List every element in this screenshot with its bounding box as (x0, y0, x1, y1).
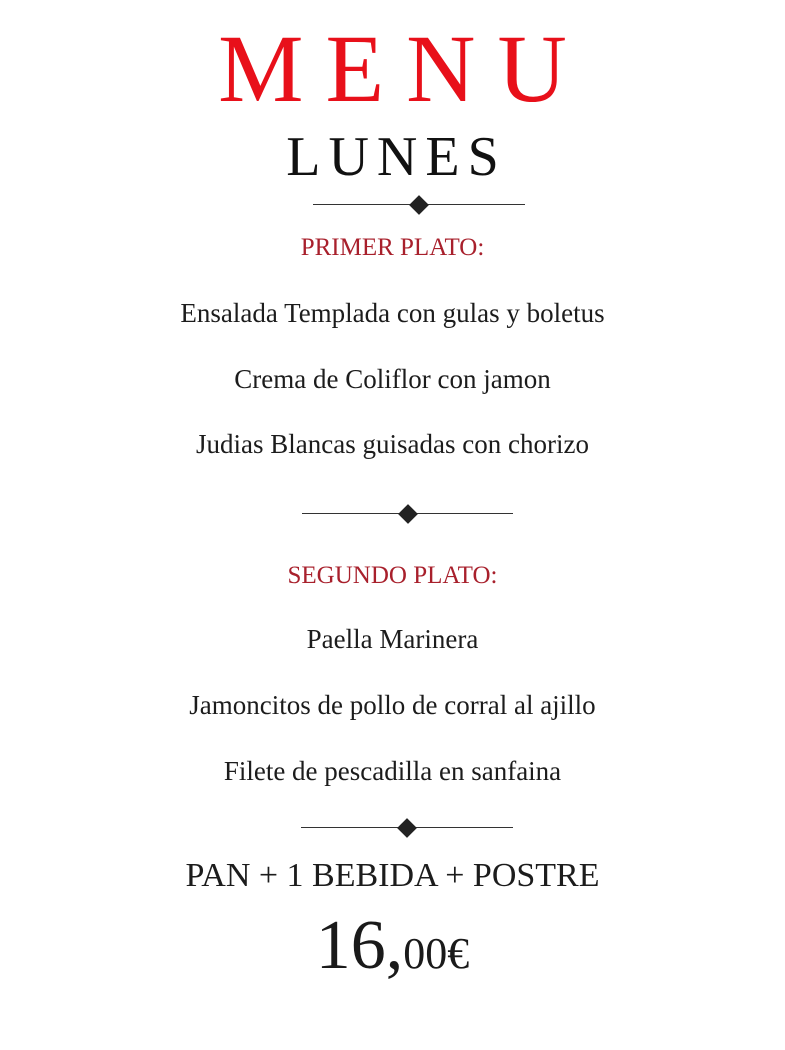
diamond-divider-icon (301, 818, 513, 838)
menu-item: Crema de Coliflor con jamon (234, 364, 551, 394)
menu-price (0, 906, 785, 1004)
menu-item: Filete de pescadilla en sanfaina (223, 756, 562, 786)
menu-includes: PAN + 1 BEBIDA + POSTRE (185, 857, 600, 894)
section-heading-primer-plato: PRIMER PLATO: (300, 234, 485, 261)
price-whole: 16, (315, 907, 404, 984)
diamond-divider-icon (313, 195, 525, 215)
menu-day: LUNES (286, 126, 507, 188)
section-heading-segundo-plato: SEGUNDO PLATO: (287, 562, 498, 589)
diamond-icon (409, 195, 429, 215)
price-cents-currency: 00€ (403, 929, 470, 978)
menu-item: Paella Marinera (306, 624, 479, 654)
menu-item: Jamoncitos de pollo de corral al ajillo (189, 690, 596, 720)
diamond-divider-icon (302, 504, 513, 524)
menu-item: Ensalada Templada con gulas y boletus (180, 298, 605, 328)
diamond-icon (398, 504, 418, 524)
menu-title: MENU (218, 15, 589, 122)
menu-item: Judias Blancas guisadas con chorizo (196, 429, 589, 459)
diamond-icon (397, 818, 417, 838)
